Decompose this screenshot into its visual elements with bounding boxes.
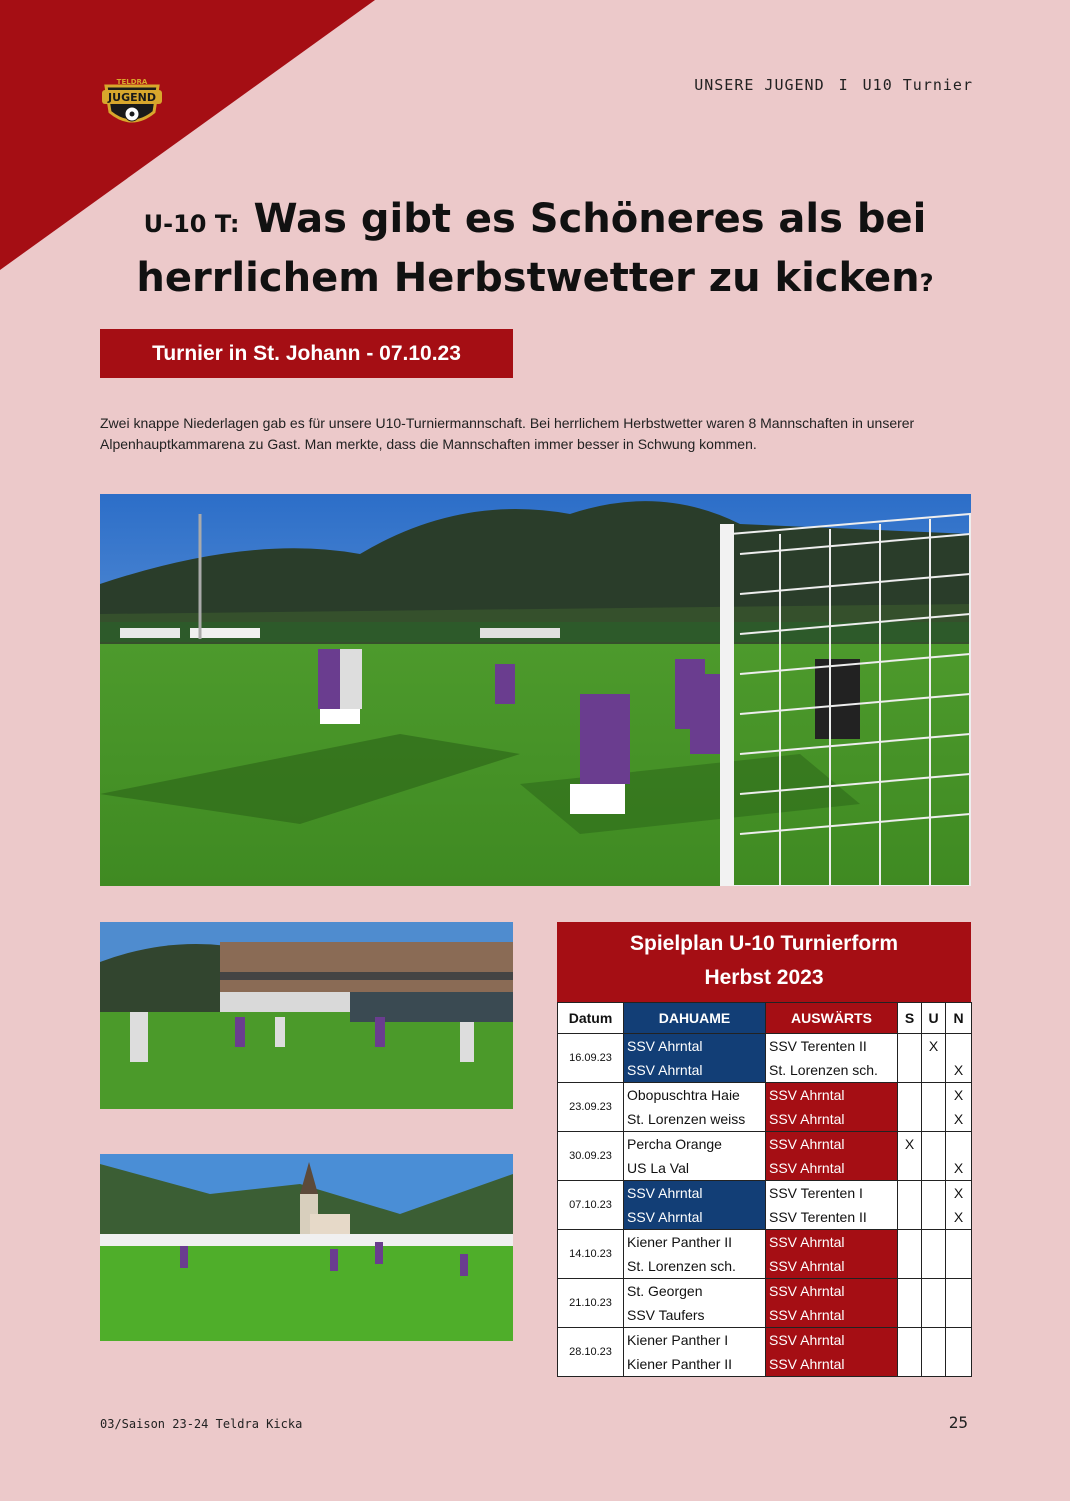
header-subsection: U10 Turnier: [862, 76, 973, 94]
running-header: [694, 76, 973, 94]
section-bar: Turnier in St. Johann - 07.10.23: [100, 329, 513, 378]
home-team: [624, 1181, 766, 1230]
home-team-line: SSV Taufers: [627, 1307, 705, 1323]
table-row: [558, 1279, 972, 1328]
title-line1: Was gibt es Schöneres als bei: [253, 196, 927, 242]
result-n-line: [946, 1034, 971, 1058]
match-date: 28.10.23: [558, 1328, 624, 1377]
home-team-line: Kiener Panther II: [627, 1234, 733, 1250]
result-s: [898, 1279, 922, 1328]
schedule-title-line2: Herbst 2023: [704, 966, 824, 989]
result-n: [946, 1230, 972, 1279]
result-n-line: [946, 1230, 971, 1254]
home-team-line: Kiener Panther I: [627, 1332, 729, 1348]
match-date: 23.09.23: [558, 1083, 624, 1132]
home-team-line: SSV Ahrntal: [627, 1209, 703, 1225]
page-title: [100, 192, 970, 310]
away-team-line: SSV Terenten I: [769, 1185, 863, 1201]
away-team-line: SSV Ahrntal: [769, 1136, 845, 1152]
away-team: [766, 1230, 898, 1279]
title-prefix: U-10 T:: [143, 210, 240, 238]
result-s: [898, 1034, 922, 1083]
result-u-line: [922, 1132, 945, 1156]
field-photo: [100, 1154, 513, 1341]
away-team-line: SSV Ahrntal: [769, 1307, 845, 1323]
result-u-line: [922, 1058, 945, 1082]
match-date: 30.09.23: [558, 1132, 624, 1181]
away-team-line: SSV Ahrntal: [769, 1283, 845, 1299]
svg-text:JUGEND: JUGEND: [108, 91, 156, 104]
result-n: [946, 1328, 972, 1377]
svg-text:TELDRA: TELDRA: [116, 78, 148, 86]
result-s: [898, 1132, 922, 1181]
schedule-title-line1: Spielplan U-10 Turnierform: [630, 932, 898, 955]
result-u-line: [922, 1279, 945, 1303]
table-row: [558, 1230, 972, 1279]
result-n-line: X: [953, 1160, 964, 1176]
result-s-line: [898, 1083, 921, 1107]
away-team: [766, 1034, 898, 1083]
table-header-row: [558, 1003, 972, 1034]
home-team-line: St. Lorenzen sch.: [627, 1258, 736, 1274]
away-team-line: SSV Terenten II: [769, 1038, 867, 1054]
result-s: [898, 1083, 922, 1132]
away-team: [766, 1279, 898, 1328]
table-row: [558, 1132, 972, 1181]
result-s-line: [898, 1352, 921, 1376]
title-end: ?: [919, 269, 934, 297]
col-date: Datum: [558, 1003, 624, 1034]
result-s: [898, 1181, 922, 1230]
col-home: DAHUAME: [624, 1003, 766, 1034]
result-s-line: [898, 1107, 921, 1131]
result-u-line: [922, 1205, 945, 1229]
home-team-line: SSV Ahrntal: [627, 1185, 703, 1201]
table-row: [558, 1083, 972, 1132]
result-u: [922, 1132, 946, 1181]
schedule-table: [557, 922, 971, 1377]
table-row: [558, 1034, 972, 1083]
away-team-line: SSV Ahrntal: [769, 1356, 845, 1372]
result-s: [898, 1328, 922, 1377]
col-n: N: [946, 1003, 972, 1034]
home-team: [624, 1279, 766, 1328]
result-s-line: [898, 1254, 921, 1278]
away-team-line: SSV Ahrntal: [769, 1111, 845, 1127]
match-date: 16.09.23: [558, 1034, 624, 1083]
result-n-line: X: [953, 1087, 964, 1103]
result-n: [946, 1279, 972, 1328]
result-u-line: X: [928, 1038, 939, 1054]
result-u-line: [922, 1328, 945, 1352]
home-team-line: Percha Orange: [627, 1136, 722, 1152]
away-team-line: SSV Ahrntal: [769, 1332, 845, 1348]
result-u: [922, 1279, 946, 1328]
table-row: [558, 1328, 972, 1377]
away-team-line: SSV Ahrntal: [769, 1234, 845, 1250]
result-s-line: [898, 1205, 921, 1229]
result-n-line: X: [953, 1185, 964, 1201]
result-s-line: [898, 1230, 921, 1254]
result-u-line: [922, 1156, 945, 1180]
result-u: [922, 1034, 946, 1083]
home-team-line: US La Val: [627, 1160, 689, 1176]
away-team: [766, 1083, 898, 1132]
header-separator: I: [838, 76, 849, 94]
title-line2: herrlichem Herbstwetter zu kicken: [136, 255, 920, 301]
home-team: [624, 1132, 766, 1181]
match-date: 14.10.23: [558, 1230, 624, 1279]
table-row: [558, 1181, 972, 1230]
result-u: [922, 1083, 946, 1132]
home-team-line: St. Georgen: [627, 1283, 703, 1299]
match-date: 07.10.23: [558, 1181, 624, 1230]
result-s-line: [898, 1303, 921, 1327]
club-logo: [100, 72, 164, 128]
result-u-line: [922, 1303, 945, 1327]
result-s-line: X: [904, 1136, 915, 1152]
result-n-line: X: [953, 1111, 964, 1127]
result-n-line: [946, 1254, 971, 1278]
result-n-line: [946, 1279, 971, 1303]
away-team: [766, 1328, 898, 1377]
result-u: [922, 1328, 946, 1377]
result-s-line: [898, 1034, 921, 1058]
result-u-line: [922, 1230, 945, 1254]
result-n-line: [946, 1132, 971, 1156]
home-team-line: Obopuschtra Haie: [627, 1087, 740, 1103]
home-team-line: SSV Ahrntal: [627, 1038, 703, 1054]
result-n-line: [946, 1352, 971, 1376]
away-team-line: SSV Ahrntal: [769, 1258, 845, 1274]
result-s-line: [898, 1328, 921, 1352]
result-u: [922, 1181, 946, 1230]
result-u-line: [922, 1083, 945, 1107]
header-section: UNSERE JUGEND: [694, 76, 825, 94]
result-n: [946, 1034, 972, 1083]
home-team-line: SSV Ahrntal: [627, 1062, 703, 1078]
result-u-line: [922, 1107, 945, 1131]
result-n-line: [946, 1303, 971, 1327]
away-team-line: SSV Ahrntal: [769, 1087, 845, 1103]
result-u-line: [922, 1181, 945, 1205]
home-team: [624, 1230, 766, 1279]
home-team: [624, 1328, 766, 1377]
result-s-line: [898, 1156, 921, 1180]
intro-text: Zwei knappe Niederlagen gab es für unsere U10-Turniermannschaft. Bei herrlichem Herbstwetter waren 8 Mannschaften in unserer Alpenhauptkammarena zu Gast. Man merkte, dass die Mannschaften immer besser in Schwung kommen.: [100, 415, 915, 452]
col-away: AUSWÄRTS: [766, 1003, 898, 1034]
result-n-line: [946, 1328, 971, 1352]
schedule-title: [557, 922, 971, 1002]
result-n: [946, 1083, 972, 1132]
footer-issue: 03/Saison 23-24 Teldra Kicka: [100, 1417, 303, 1431]
page-number: 25: [948, 1413, 968, 1432]
away-team: [766, 1132, 898, 1181]
result-u-line: [922, 1254, 945, 1278]
result-s-line: [898, 1058, 921, 1082]
away-team-line: St. Lorenzen sch.: [769, 1062, 878, 1078]
home-team: [624, 1083, 766, 1132]
home-team: [624, 1034, 766, 1083]
col-u: U: [922, 1003, 946, 1034]
away-team: [766, 1181, 898, 1230]
result-s-line: [898, 1279, 921, 1303]
col-s: S: [898, 1003, 922, 1034]
match-date: 21.10.23: [558, 1279, 624, 1328]
result-s: [898, 1230, 922, 1279]
schedule-grid: [557, 1002, 972, 1377]
result-n: [946, 1132, 972, 1181]
home-team-line: St. Lorenzen weiss: [627, 1111, 746, 1127]
result-n: [946, 1181, 972, 1230]
result-u: [922, 1230, 946, 1279]
stadium-photo: [100, 922, 513, 1109]
result-n-line: X: [953, 1209, 964, 1225]
away-team-line: SSV Ahrntal: [769, 1160, 845, 1176]
result-u-line: [922, 1352, 945, 1376]
result-s-line: [898, 1181, 921, 1205]
main-photo: [100, 494, 971, 886]
result-n-line: X: [953, 1062, 964, 1078]
away-team-line: SSV Terenten II: [769, 1209, 867, 1225]
home-team-line: Kiener Panther II: [627, 1356, 733, 1372]
